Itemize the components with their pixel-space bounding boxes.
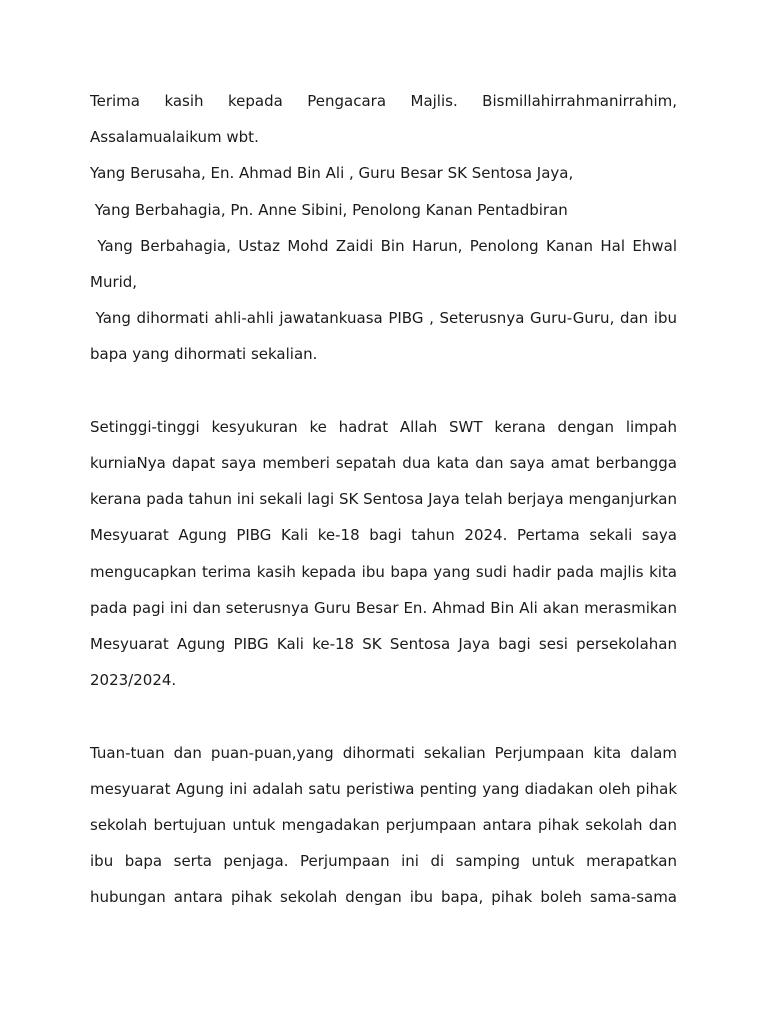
- document-page: [90, 83, 682, 916]
- opening-paragraph: Terima kasih kepada Pengacara Majlis. Bismillahirrahmanirrahim, Assalamualaikum wbt.: [90, 92, 677, 147]
- meeting-purpose-paragraph: Tuan-tuan dan puan-puan,yang dihormati sekalian Perjumpaan kita dalam mesyuarat Agung ini adalah satu peristiwa penting yang diadakan oleh pihak sekolah bertujuan untuk mengadakan perjumpaan antara pihak sekolah dan ibu bapa serta penjaga. Perjumpaan ini di samping untuk merapatkan hubungan antara pihak sekolah dengan ibu bapa, pihak boleh sama-sama: [90, 743, 677, 907]
- greeting-headmaster: Yang Berusaha, En. Ahmad Bin Ali , Guru Besar SK Sentosa Jaya,: [90, 164, 574, 183]
- greeting-student-affairs: Yang Berbahagia, Ustaz Mohd Zaidi Bin Harun, Penolong Kanan Hal Ehwal Murid,: [90, 236, 682, 292]
- paragraph-gap: [90, 698, 677, 734]
- gratitude-paragraph: Setinggi-tinggi kesyukuran ke hadrat Allah SWT kerana dengan limpah kurniaNya dapat saya memberi sepatah dua kata dan saya amat berbangga kerana pada tahun ini sekali lagi SK Sentosa Jaya telah berjaya menganjurkan Mesyuarat Agung PIBG Kali ke-18 bagi tahun 2024. Pertama sekali saya mengucapkan terima kasih kepada ibu bapa yang sudi hadir pada majlis kita pada pagi ini dan seterusnya Guru Besar En. Ahmad Bin Ali akan merasmikan Mesyuarat Agung PIBG Kali ke-18 SK Sentosa Jaya bagi sesi persekolahan 2023/2024.: [90, 417, 678, 690]
- greeting-committee: Yang dihormati ahli-ahli jawatankuasa PIBG , Seterusnya Guru-Guru, dan ibu bapa yang dihormati sekalian.: [90, 309, 682, 364]
- paragraph-gap: [90, 373, 677, 409]
- greeting-admin-assistant: Yang Berbahagia, Pn. Anne Sibini, Penolong Kanan Pentadbiran: [90, 200, 568, 219]
